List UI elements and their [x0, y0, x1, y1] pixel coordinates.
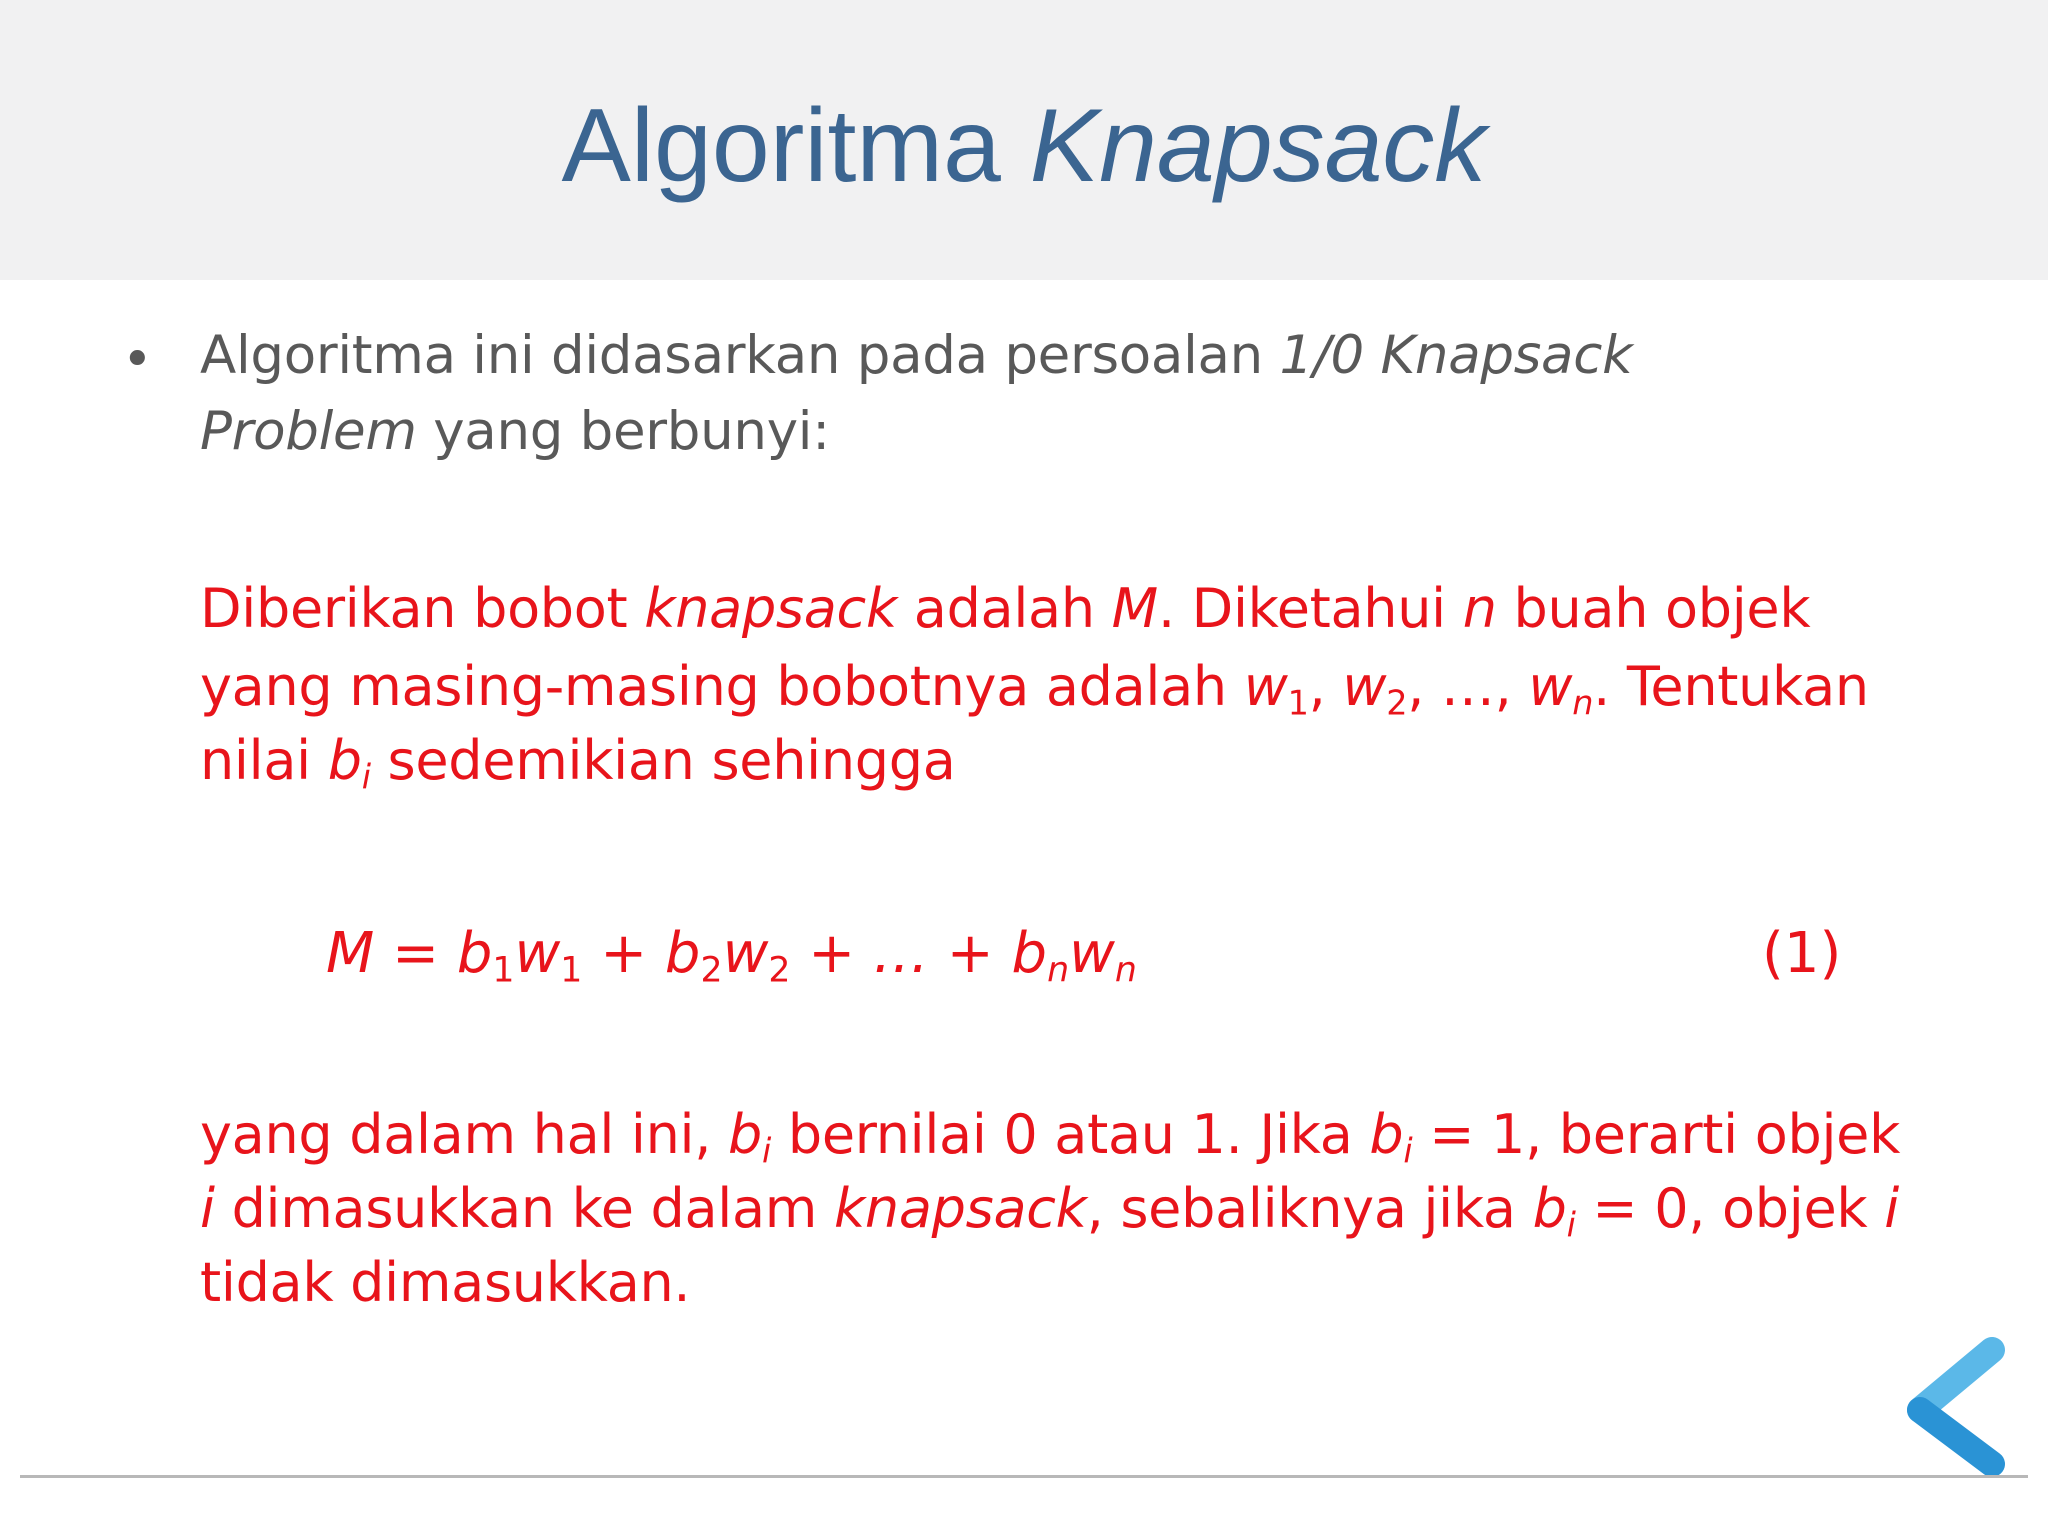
text-run: sedemikian sehingga: [370, 729, 956, 792]
explanation-line-1: [200, 1098, 1900, 1172]
text-run: = 1, berarti objek: [1412, 1103, 1901, 1166]
math-var: b: [728, 1103, 762, 1166]
logo-upper-stroke: [1920, 1350, 1992, 1410]
bullet-text-part: yang berbunyi:: [416, 401, 830, 462]
definition-line-2: [200, 648, 1869, 726]
text-run: bernilai 0 atau 1. Jika: [770, 1103, 1370, 1166]
text-run-italic: n: [1462, 577, 1497, 640]
math-var: b: [1369, 1103, 1404, 1166]
slide-title: [0, 78, 2048, 214]
bullet-text-part: Algoritma ini didasarkan pada persoalan: [200, 325, 1280, 386]
text-run: nilai: [200, 729, 328, 792]
math-subscript: n: [1572, 683, 1594, 723]
k-chevron-logo-icon: [1896, 1332, 2016, 1484]
bullet-line-1: [200, 318, 1632, 394]
math-var: i: [200, 1177, 215, 1240]
explanation-line-2: [200, 1172, 1900, 1246]
text-run: . Diketahui: [1157, 577, 1463, 640]
math-var: w: [1069, 921, 1115, 986]
bullet-text-italic: 1/0 Knapsack: [1279, 325, 1633, 386]
math-subscript: i: [1566, 1205, 1576, 1245]
math-var: b: [1532, 1177, 1567, 1240]
text-run: buah objek: [1496, 577, 1811, 640]
text-run-italic: knapsack: [644, 577, 897, 640]
math-ellipsis: … +: [873, 921, 1012, 986]
definition-line-1: [200, 570, 1869, 648]
math-subscript: 1: [560, 950, 583, 991]
text-run: ,: [1308, 655, 1343, 718]
math-subscript: n: [1047, 950, 1070, 991]
math-var: i: [1884, 1177, 1899, 1240]
math-subscript: i: [361, 757, 371, 797]
text-run: Diberikan bobot: [200, 577, 645, 640]
equation-number: (1): [1762, 921, 1842, 986]
math-subscript: 1: [492, 950, 515, 991]
math-var: w: [1528, 655, 1573, 718]
logo-lower-stroke: [1920, 1410, 1992, 1464]
text-run: dimasukkan ke dalam: [214, 1177, 834, 1240]
explanation-paragraph: [200, 1098, 1900, 1320]
math-var: w: [722, 921, 769, 986]
text-run: , …,: [1407, 655, 1529, 718]
bullet-marker: •: [122, 330, 153, 390]
bullet-text-italic: Problem: [200, 401, 417, 462]
math-subscript: 1: [1287, 683, 1309, 723]
math-subscript: i: [761, 1131, 771, 1171]
text-run: , sebaliknya jika: [1086, 1177, 1533, 1240]
math-var: b: [327, 729, 362, 792]
math-subscript: 2: [1386, 683, 1408, 723]
text-run: yang dalam hal ini,: [200, 1103, 728, 1166]
text-run: tidak dimasukkan.: [200, 1251, 691, 1314]
math-subscript: 2: [768, 950, 791, 991]
definition-line-3: [200, 726, 1869, 796]
math-var: w: [514, 921, 561, 986]
text-run: . Tentukan: [1593, 655, 1869, 718]
math-var: b: [664, 921, 701, 986]
equation-lhs: M =: [326, 921, 457, 986]
title-italic: Knapsack: [1029, 88, 1487, 204]
math-var: b: [1011, 921, 1048, 986]
math-var: b: [456, 921, 493, 986]
text-run: yang masing-masing bobotnya adalah: [200, 655, 1244, 718]
bullet-line-2: [200, 394, 1632, 470]
bullet-text: [200, 318, 1632, 470]
equation: [326, 914, 1137, 994]
title-regular: Algoritma: [561, 88, 1030, 204]
math-subscript: n: [1114, 950, 1137, 991]
math-operator: +: [790, 921, 873, 986]
math-var: w: [1342, 655, 1387, 718]
definition-paragraph: [200, 570, 1869, 796]
text-run-italic: M: [1111, 577, 1158, 640]
footer-divider: [20, 1475, 2028, 1478]
math-subscript: i: [1403, 1131, 1413, 1171]
math-subscript: 2: [700, 950, 723, 991]
math-var: w: [1243, 655, 1288, 718]
explanation-line-3: [200, 1246, 1900, 1320]
text-run: adalah: [896, 577, 1112, 640]
math-operator: +: [582, 921, 665, 986]
text-run-italic: knapsack: [833, 1177, 1087, 1240]
text-run: = 0, objek: [1575, 1177, 1885, 1240]
